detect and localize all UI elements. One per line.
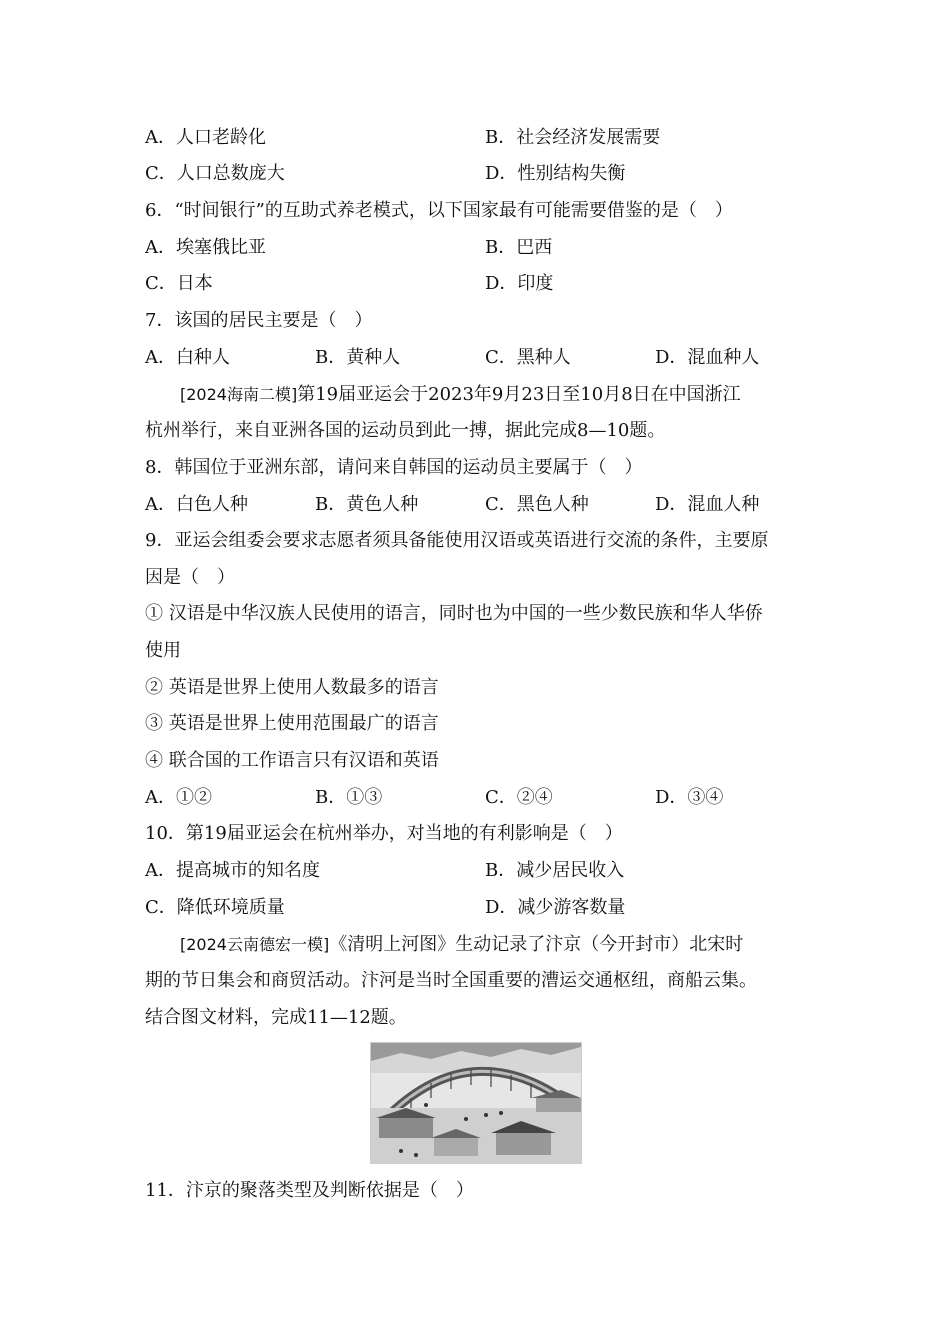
intro1-source: [2024海南二模] [180, 385, 298, 404]
q10-option-b: B．减少居民收入 [485, 860, 625, 881]
q8-stem: 8．韩国位于亚洲东部，请问来自韩国的运动员主要属于（ ） [145, 457, 643, 478]
intro1-line1 [180, 383, 850, 407]
q5-option-b: B．社会经济发展需要 [485, 127, 661, 148]
q6-option-b: B．巴西 [485, 237, 553, 258]
q8-option-a: A．白色人种 [145, 494, 248, 515]
q9-statement-1-cont: 使用 [145, 640, 181, 661]
intro2-line3: 结合图文材料，完成11—12题。 [145, 1007, 407, 1028]
painting-illustration [371, 1043, 581, 1163]
q6-stem: 6．“时间银行”的互助式养老模式，以下国家最有可能需要借鉴的是（ ） [145, 200, 733, 221]
q11-stem: 11．汴京的聚落类型及判断依据是（ ） [145, 1180, 474, 1201]
q8-option-c: C．黑色人种 [485, 494, 589, 515]
q9-statement-1: ① 汉语是中华汉族人民使用的语言，同时也为中国的一些少数民族和华人华侨 [145, 603, 763, 624]
intro2-line1 [180, 933, 850, 957]
q9-option-d: D．③④ [655, 787, 724, 808]
q9-option-b: B．①③ [315, 787, 383, 808]
q9-stem-line1: 9．亚运会组委会要求志愿者须具备能使用汉语或英语进行交流的条件，主要原 [145, 530, 769, 551]
q5-option-d: D．性别结构失衡 [485, 163, 626, 184]
intro2-line2: 期的节日集会和商贸活动。汴河是当时全国重要的漕运交通枢纽，商船云集。 [145, 970, 757, 991]
q5-option-c: C．人口总数庞大 [145, 163, 285, 184]
q9-statement-3: ③ 英语是世界上使用范围最广的语言 [145, 713, 439, 734]
qingming-painting-image [370, 1042, 582, 1164]
intro2-text1: 《清明上河图》生动记录了汴京（今开封市）北宋时 [329, 934, 744, 955]
q10-option-a: A．提高城市的知名度 [145, 860, 320, 881]
q6-option-d: D．印度 [485, 273, 554, 294]
q10-option-d: D．减少游客数量 [485, 897, 626, 918]
q9-option-c: C．②④ [485, 787, 553, 808]
q10-option-c: C．降低环境质量 [145, 897, 285, 918]
q8-option-b: B．黄色人种 [315, 494, 419, 515]
q9-statement-4: ④ 联合国的工作语言只有汉语和英语 [145, 750, 439, 771]
q7-option-d: D．混血种人 [655, 347, 760, 368]
q7-option-b: B．黄种人 [315, 347, 401, 368]
q7-option-a: A．白种人 [145, 347, 230, 368]
intro2-source: [2024云南德宏一模] [180, 935, 330, 954]
q7-stem: 7．该国的居民主要是（ ） [145, 310, 373, 331]
q5-option-a: A．人口老龄化 [145, 127, 266, 148]
intro1-line2: 杭州举行，来自亚洲各国的运动员到此一搏，据此完成8—10题。 [145, 420, 666, 441]
q8-option-d: D．混血人种 [655, 494, 760, 515]
q9-option-a: A．①② [145, 787, 212, 808]
intro1-text1: 第19届亚运会于2023年9月23日至10月8日在中国浙江 [297, 384, 741, 405]
q6-option-a: A．埃塞俄比亚 [145, 237, 266, 258]
q7-option-c: C．黑种人 [485, 347, 571, 368]
q9-statement-2: ② 英语是世界上使用人数最多的语言 [145, 677, 439, 698]
q9-stem-line2: 因是（ ） [145, 567, 235, 588]
q6-option-c: C．日本 [145, 273, 213, 294]
q10-stem: 10．第19届亚运会在杭州举办，对当地的有利影响是（ ） [145, 823, 623, 844]
